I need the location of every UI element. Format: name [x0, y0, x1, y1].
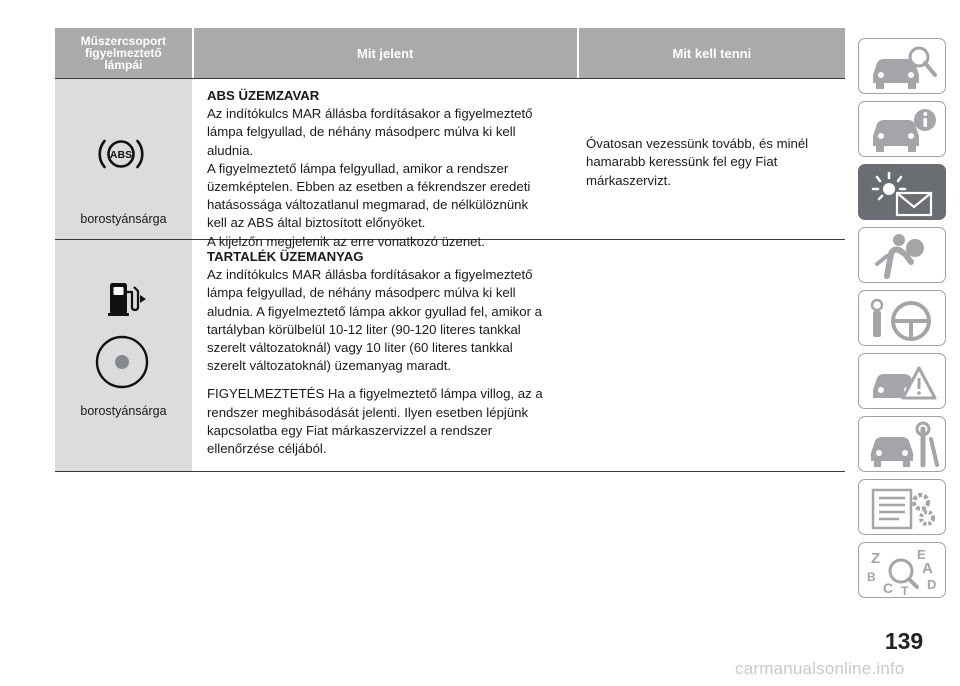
- header-lamp-group: [55, 28, 192, 78]
- index-letter-z: Z: [871, 550, 881, 567]
- text-line: A figyelmeztető lámpa felgyullad, amikor a rendszer: [207, 160, 509, 176]
- note-line: kapcsolatba egy Fiat márkaszervizzel a rendszer: [207, 422, 493, 438]
- nav-tab-technical-data[interactable]: [858, 479, 946, 535]
- alphabetical-index-icon: [859, 543, 947, 599]
- nav-tab-starting-driving[interactable]: [858, 290, 946, 346]
- svg-text:ABS: ABS: [109, 149, 133, 161]
- lamp-color-label: borostyánsárga: [80, 404, 167, 418]
- text-line: Az indítókulcs MAR állásba fordításakor a figyelmeztető: [207, 267, 533, 283]
- meaning-cell: [192, 79, 578, 249]
- nav-tab-emergency[interactable]: [858, 227, 946, 283]
- nav-tab-getting-to-know[interactable]: [858, 38, 946, 94]
- nav-tab-index[interactable]: [858, 542, 946, 598]
- text-line: Az indítókulcs MAR állásba fordításakor a figyelmeztető: [207, 106, 533, 122]
- car-maintenance-icon: [859, 417, 947, 473]
- nav-tab-in-an-emergency[interactable]: [858, 353, 946, 409]
- note-line: rendszer meghibásodását jelenti. Ilyen esetben lépjünk: [207, 404, 529, 420]
- text-line: kell az ABS által biztosított előnyöket.: [207, 215, 426, 231]
- text-line: A kijelzőn megjelenik az erre vonatkozó üzenet.: [207, 233, 485, 249]
- nav-tab-warning-lights[interactable]: [858, 164, 946, 220]
- row-title: TARTALÉK ÜZEMANYAG: [207, 249, 364, 264]
- action-line: hamarabb keressünk fel egy Fiat: [586, 154, 778, 170]
- action-cell: [578, 240, 845, 471]
- index-letter-a: A: [922, 560, 933, 577]
- text-line: aludnia. A figyelmeztető lámpa akkor gyullad fel, amikor a: [207, 303, 542, 319]
- fuel-reserve-icon: [105, 278, 147, 320]
- action-cell: [578, 79, 845, 239]
- action-line: márkaszervizt.: [586, 172, 671, 188]
- header-meaning: Mit jelent: [194, 28, 577, 78]
- text-line: tartályban körülbelül 10-12 liter (90-120 literes tankkal: [207, 321, 521, 337]
- warning-light-message-icon: [859, 165, 947, 221]
- text-line: lámpa felgyullad, de néhány másodperc múlva ki kell: [207, 285, 516, 301]
- car-emergency-icon: [859, 354, 947, 410]
- nav-tab-safety[interactable]: [858, 101, 946, 157]
- index-letter-b: B: [867, 570, 876, 584]
- note-line: FIGYELMEZTETÉS Ha a figyelmeztető lámpa villog, az a: [207, 386, 543, 402]
- warning-light-table: [55, 28, 845, 472]
- car-search-icon: [859, 39, 947, 95]
- lamp-circle-icon: [94, 334, 150, 390]
- car-info-icon: [859, 102, 947, 158]
- header-lamp-line-2: figyelmeztető: [84, 46, 162, 60]
- nav-tab-servicing[interactable]: [858, 416, 946, 472]
- index-letter-t: T: [901, 584, 909, 598]
- table-row: [55, 240, 845, 472]
- lamp-cell: [55, 240, 192, 471]
- header-action: Mit kell tenni: [579, 28, 845, 78]
- lamp-cell: [55, 79, 192, 239]
- text-line: üzemképtelen. Ebben az esetben a fékrendszer eredeti: [207, 179, 531, 195]
- text-line: aludnia.: [207, 142, 254, 158]
- header-lamp-line-1: Műszercsoport: [80, 34, 166, 48]
- index-letter-d: D: [927, 577, 937, 592]
- note-line: ellenőrzése céljából.: [207, 441, 327, 457]
- meaning-cell: [192, 240, 578, 471]
- text-line: szerelt változatoknál) vagy 10 liter (60 literes tankkal: [207, 340, 513, 356]
- table-header: [55, 28, 845, 78]
- airbag-passenger-icon: [859, 228, 947, 284]
- action-line: Óvatosan vezessünk tovább, és minél: [586, 136, 809, 152]
- lamp-color-label: borostyánsárga: [80, 212, 167, 226]
- header-lamp-line-3: lámpái: [104, 58, 143, 72]
- row-title: ABS ÜZEMZAVAR: [207, 88, 320, 103]
- page-number: 139: [884, 628, 924, 654]
- watermark: carmanualsonline.info: [735, 659, 905, 678]
- text-line: lámpa felgyullad, de néhány másodperc múlva ki kell: [207, 124, 516, 140]
- index-letter-e: E: [917, 547, 926, 562]
- abs-warning-icon: [95, 128, 147, 180]
- technical-data-icon: [859, 480, 947, 536]
- key-steering-wheel-icon: [859, 291, 947, 347]
- text-line: szerelt változatoknál) üzemanyag maradt.: [207, 358, 452, 374]
- text-line: hatásossága változatlanul megmarad, de nélkülöznünk: [207, 197, 529, 213]
- index-letter-c: C: [883, 580, 894, 596]
- table-row: [55, 78, 845, 249]
